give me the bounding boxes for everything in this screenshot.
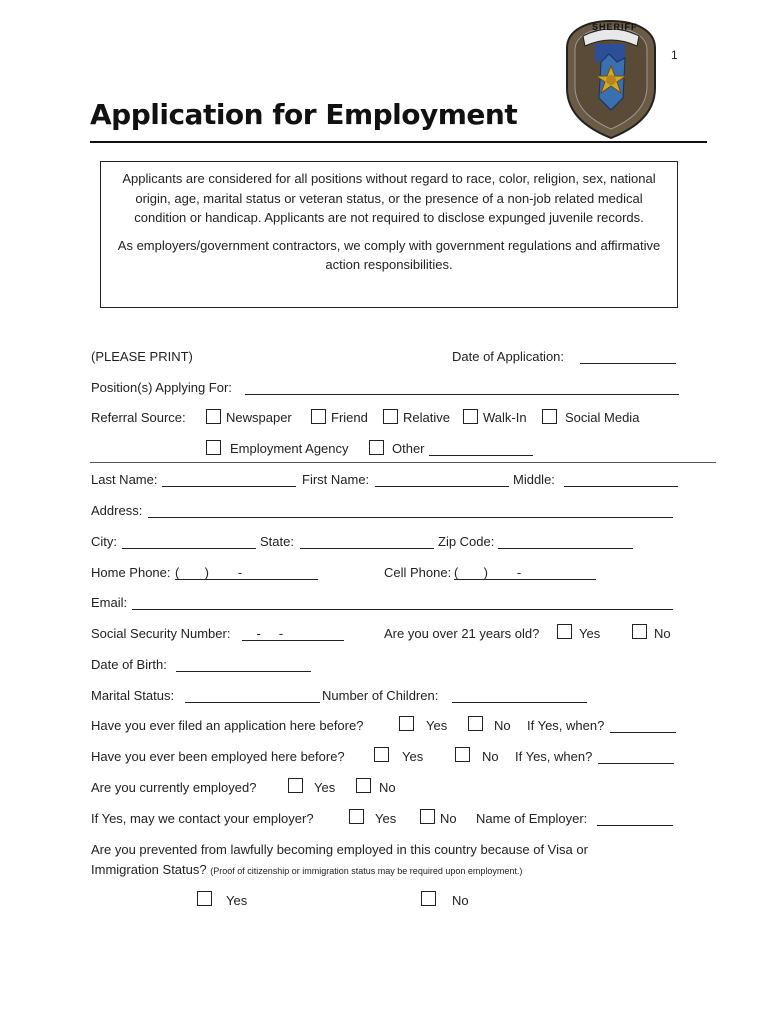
filed-before-when-field[interactable] [610,718,676,733]
contact-employer-yes-checkbox[interactable] [349,809,364,824]
section-divider [90,462,716,463]
filed-before-no-label: No [494,718,511,733]
zip-code-field[interactable] [498,534,633,549]
state-label: State: [260,534,294,549]
last-name-field[interactable] [162,472,296,487]
date-of-application-label: Date of Application: [452,349,565,364]
home-phone-field[interactable] [175,565,318,580]
dob-field[interactable] [176,657,311,672]
visa-no-label: No [452,893,469,908]
visa-note: (Proof of citizenship or immigration status may be required upon employment.) [210,866,523,876]
relative-checkbox[interactable] [383,409,398,424]
employed-before-label: Have you ever been employed here before? [91,749,345,764]
home-phone-label: Home Phone: [91,565,171,580]
cell-phone-field[interactable] [454,565,596,580]
employer-name-field[interactable] [597,811,673,826]
affirmative-action-text: As employers/government contractors, we comply with government regulations and affirmative action responsibilities. [117,237,661,272]
over-21-yes-label: Yes [579,626,601,641]
currently-employed-yes-checkbox[interactable] [288,778,303,793]
social-media-checkbox[interactable] [542,409,557,424]
ssn-field[interactable] [242,626,344,641]
disclaimer-text: Applicants are considered for all positions without regard to race, color, religion, sex, national origin, age, marital status or veteran status, or the presence of a non-job related medical condition or handicap. Applicants are not required to disclose expunged juvenile records. [122,171,656,225]
over-21-yes-checkbox[interactable] [557,624,572,639]
employed-before-when-label: If Yes, when? [515,749,593,764]
other-field[interactable] [429,441,533,456]
visa-question-line2 [91,862,522,877]
dob-label: Date of Birth: [91,657,167,672]
marital-status-label: Marital Status: [91,688,175,703]
employed-before-no-checkbox[interactable] [455,747,470,762]
city-field[interactable] [122,534,256,549]
email-label: Email: [91,595,128,610]
walkin-label: Walk-In [483,410,527,425]
logo-text: SHERIFF [592,22,638,32]
currently-employed-no-label: No [379,780,396,795]
currently-employed-label: Are you currently employed? [91,780,257,795]
disclaimer-box [100,161,678,308]
currently-employed-no-checkbox[interactable] [356,778,371,793]
referral-source-label: Referral Source: [91,410,186,425]
friend-checkbox[interactable] [311,409,326,424]
ssn-label: Social Security Number: [91,626,231,641]
title-rule [90,141,707,143]
filed-before-when-label: If Yes, when? [527,718,605,733]
last-name-label: Last Name: [91,472,158,487]
employment-agency-checkbox[interactable] [206,440,221,455]
employment-agency-label: Employment Agency [230,441,349,456]
children-field[interactable] [452,688,587,703]
visa-question-line1: Are you prevented from lawfully becoming employed in this country because of Visa or [91,842,588,857]
visa-yes-label: Yes [226,893,248,908]
children-label: Number of Children: [322,688,439,703]
page-number: 1 [671,48,678,62]
employer-name-label: Name of Employer: [476,811,588,826]
ssn-format: - - [242,626,284,641]
email-field[interactable] [132,595,673,610]
please-print-note: (PLEASE PRINT) [91,349,193,364]
address-field[interactable] [148,503,673,518]
address-label: Address: [91,503,143,518]
walkin-checkbox[interactable] [463,409,478,424]
currently-employed-yes-label: Yes [314,780,336,795]
relative-label: Relative [403,410,450,425]
visa-yes-checkbox[interactable] [197,891,212,906]
date-of-application-field[interactable] [580,349,676,364]
visa-question-text: Immigration Status? [91,862,207,877]
positions-field[interactable] [245,380,679,395]
middle-label: Middle: [513,472,555,487]
contact-employer-label: If Yes, may we contact your employer? [91,811,314,826]
employed-before-no-label: No [482,749,499,764]
over-21-no-label: No [654,626,671,641]
contact-employer-yes-label: Yes [375,811,397,826]
filed-before-yes-label: Yes [426,718,448,733]
cell-phone-format: ( ) - [454,565,522,580]
cell-phone-label: Cell Phone: [384,565,452,580]
contact-employer-no-label: No [440,811,457,826]
over-21-no-checkbox[interactable] [632,624,647,639]
home-phone-format: ( ) - [175,565,243,580]
other-checkbox[interactable] [369,440,384,455]
page-title: Application for Employment [90,98,518,131]
filed-before-label: Have you ever filed an application here before? [91,718,364,733]
first-name-field[interactable] [375,472,509,487]
over-21-label: Are you over 21 years old? [384,626,540,641]
middle-field[interactable] [564,472,678,487]
contact-employer-no-checkbox[interactable] [420,809,435,824]
employed-before-yes-label: Yes [402,749,424,764]
employed-before-yes-checkbox[interactable] [374,747,389,762]
state-field[interactable] [300,534,434,549]
visa-no-checkbox[interactable] [421,891,436,906]
filed-before-yes-checkbox[interactable] [399,716,414,731]
employed-before-when-field[interactable] [598,749,674,764]
social-media-label: Social Media [565,410,640,425]
positions-label: Position(s) Applying For: [91,380,232,395]
newspaper-checkbox[interactable] [206,409,221,424]
zip-code-label: Zip Code: [438,534,495,549]
marital-status-field[interactable] [185,688,320,703]
filed-before-no-checkbox[interactable] [468,716,483,731]
first-name-label: First Name: [302,472,370,487]
newspaper-label: Newspaper [226,410,292,425]
friend-label: Friend [331,410,368,425]
city-label: City: [91,534,117,549]
sheriff-badge-logo [565,18,657,140]
other-label: Other [392,441,425,456]
